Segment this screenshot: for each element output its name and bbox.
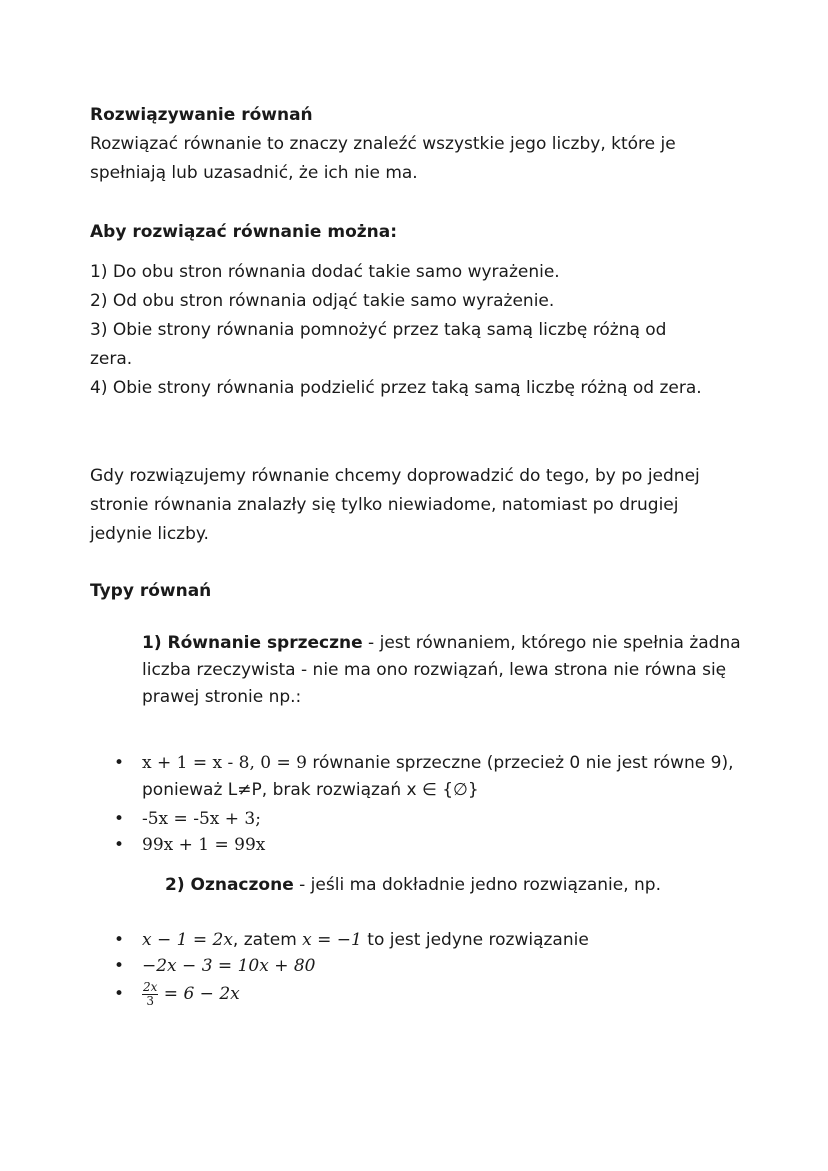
fraction-numerator: 2x [143,979,158,994]
example-equation: x + 1 = x - 8, 0 = 9 [142,753,307,773]
bullet-icon: • [114,809,125,829]
contradictory-examples [100,750,740,858]
type2-desc: - jeśli ma dokładnie jedno rozwiązanie, np. [293,875,661,895]
example-explanation: równanie sprzeczne (przecież 0 nie jest równe 9), ponieważ L≠P, brak rozwiązań x ∈ {∅} [142,753,734,800]
fraction-denominator: 3 [146,993,155,1008]
goal-paragraph: Gdy rozwiązujemy równanie chcemy doprowadzić do tego, by po jednej stronie równania znalazły się tylko niewiadome, natomiast po drugiej jedynie liczby. [90,466,700,544]
list-item [100,927,740,953]
bullet-icon: • [114,753,125,773]
type1-title: 1) Równanie sprzeczne [142,633,363,653]
methods-heading: Aby rozwiązać równanie można: [90,222,398,242]
type2-description [165,872,725,899]
example-explanation: to jest jedyne rozwiązanie [361,930,589,950]
example-solution: x = −1 [302,930,362,950]
example-connector: , zatem [232,930,303,950]
example-equation: -5x = -5x + 3; [142,809,261,829]
example-equation-rest: = 6 − 2x [158,984,240,1004]
type1-desc: - jest równaniem, którego nie spełnia żadna liczba rzeczywista - nie ma ono rozwiązań, lewa strona nie równa się prawej stronie np.: [142,633,741,707]
intro-paragraph: Rozwiązać równanie to znaczy znaleźć wszystkie jego liczby, które je spełniają lub uzasadnić, że ich nie ma. [90,134,676,183]
example-equation: −2x − 3 = 10x + 80 [142,956,316,976]
determinate-examples [100,927,740,1009]
type2-title: 2) Oznaczone [165,875,294,895]
type1-description [142,630,742,711]
types-heading: Typy równań [90,581,212,601]
list-item [100,979,740,1009]
bullet-icon: • [114,930,125,950]
bullet-icon: • [114,835,125,855]
list-item [100,806,740,832]
bullet-icon: • [114,956,125,976]
bullet-icon: • [114,984,125,1004]
main-heading: Rozwiązywanie równań [90,105,313,125]
method-item-3: 3) Obie strony równania pomnożyć przez taką samą liczbę różną od zera. [90,320,667,369]
fraction [142,981,158,1008]
example-equation: 99x + 1 = 99x [142,835,266,855]
example-equation: x − 1 = 2x [142,930,233,950]
method-item-4: 4) Obie strony równania podzielić przez taką samą liczbę różną od zera. [90,378,702,398]
list-item [100,953,740,979]
method-item-1: 1) Do obu stron równania dodać takie samo wyrażenie. [90,262,560,282]
list-item [100,832,740,858]
list-item [100,750,740,804]
method-item-2: 2) Od obu stron równania odjąć takie samo wyrażenie. [90,291,555,311]
